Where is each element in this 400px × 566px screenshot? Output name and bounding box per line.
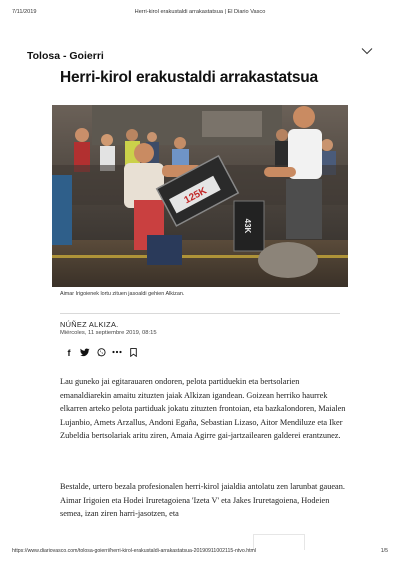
article-headline: Herri-kirol erakustaldi arrakastatsua [60, 69, 318, 86]
whatsapp-icon[interactable] [96, 347, 106, 357]
article-paragraph: Bestalde, urtero bezala profesionalen herri-kirol jaialdia antolatu zen larunbat gauean. Aimar Irigoien eta Hodei Iruretagoiena 'Izeta V' eta Jakes Iruretagoiena, Hodeien semea, izan ziren harri-jasotzen, eta [60, 482, 345, 518]
section-header[interactable] [27, 46, 373, 60]
ad-placeholder [253, 534, 305, 550]
print-page-title: Herri-kirol erakustaldi arrakastatsua | El Diario Vasco [134, 9, 266, 15]
photo-caption: Aimar Irigoienek lortu zituen jasoaldi gehien Alkizan. [60, 291, 185, 297]
section-label[interactable]: Tolosa - Goierri [27, 50, 104, 62]
publish-date: Miércoles, 11 septiembre 2019, 08:15 [60, 330, 157, 336]
article-paragraph: Lau guneko jai egitarauaren ondoren, pelota partiduekin eta bertsolarien emanaldiarekin amaitu zituzten jaiak Alkizan igandean. Goizean herriko haurrek elkarren arteko pelota partiduak jokatu zituzten frontoian, eta bazkalondoren, Maialen Lujanbio, Amets Arzallus, Andoni Egaña, Sebastian Lizaso, Aitor Mendiluze eta Iker Zubeldia bertsolariak aritu ziren, Amaia Agirre gai-jartzailearen galderei erantzunez. [60, 377, 346, 440]
twitter-icon[interactable] [80, 347, 90, 357]
bookmark-icon[interactable] [128, 347, 138, 357]
chevron-down-icon[interactable] [361, 47, 373, 55]
article-photo [52, 105, 348, 287]
facebook-icon[interactable] [64, 347, 74, 357]
author-name[interactable]: NÚÑEZ ALKIZA. [60, 320, 119, 329]
print-header [12, 9, 388, 19]
stone-label-right: 43K [243, 218, 252, 234]
print-date: 7/11/2019 [12, 9, 37, 15]
print-url: https://www.diariovasco.com/tolosa-goierri/herri-kirol-erakustaldi-arrakastatsua-20190911002115-ntvo.html [12, 548, 257, 554]
stone-label-left: 125K [182, 185, 209, 207]
more-icon[interactable] [112, 347, 122, 357]
svg-text:f: f [67, 347, 71, 357]
divider [60, 313, 340, 314]
page-number: 1/5 [380, 548, 388, 554]
share-bar [64, 346, 138, 358]
